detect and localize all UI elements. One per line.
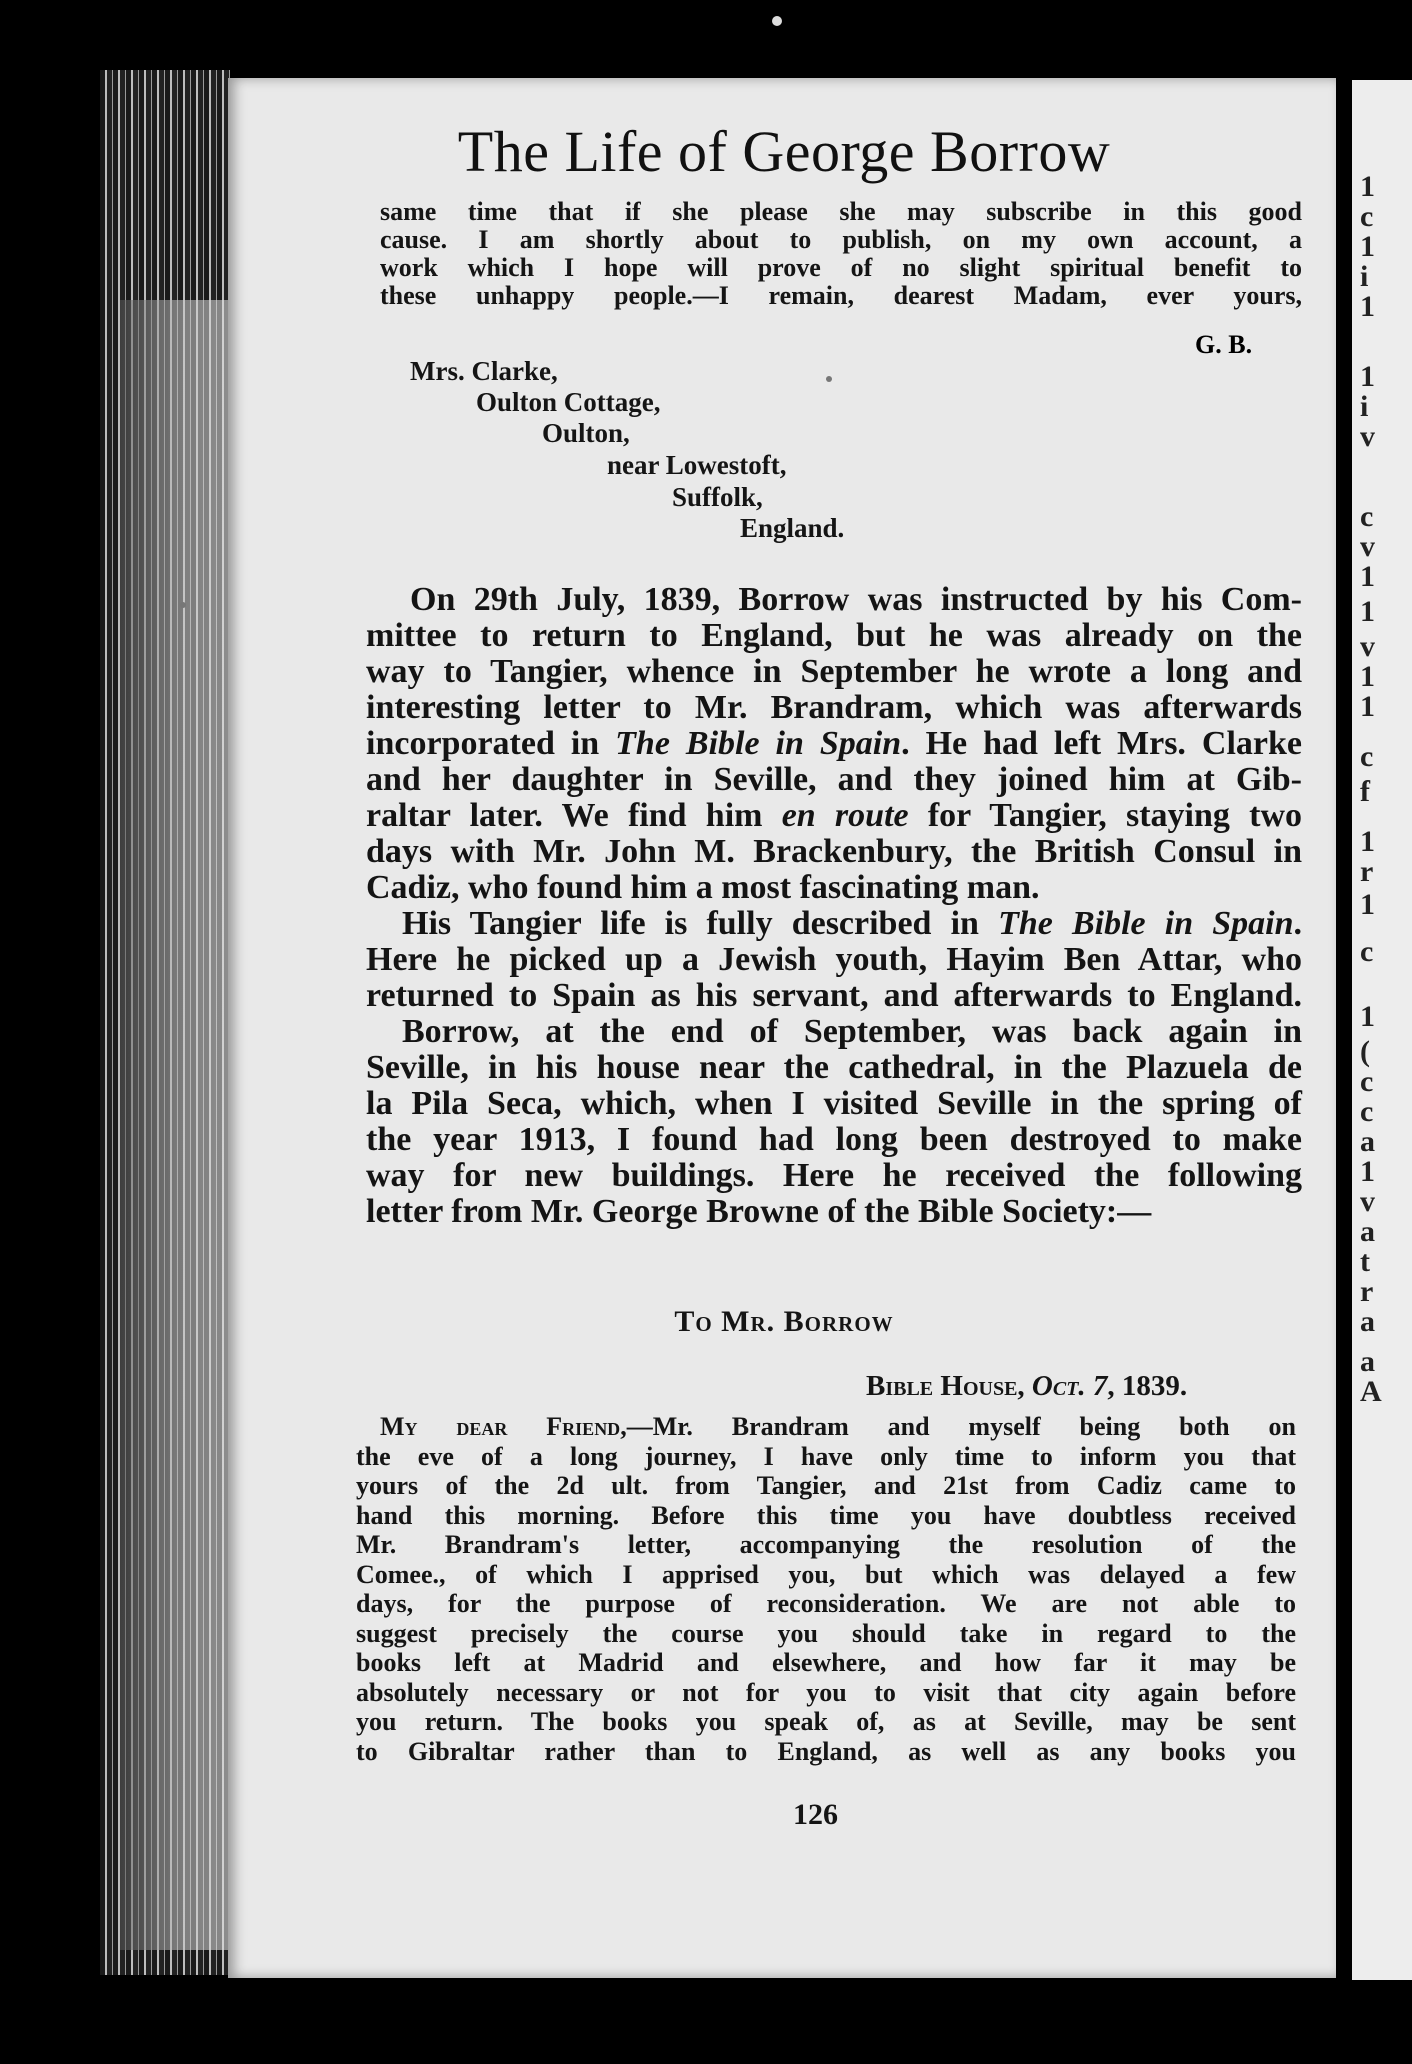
next-page-letter: c bbox=[1360, 1095, 1374, 1128]
next-page-edge bbox=[1352, 80, 1412, 1980]
letter-line: cause. I am shortly about to publish, on my own account, a bbox=[380, 225, 1302, 254]
speck bbox=[180, 602, 186, 608]
next-page-letter: 1 bbox=[1360, 360, 1375, 393]
letter-line: same time that if she please she may subscribe in this good bbox=[380, 197, 1302, 226]
letter-ending bbox=[380, 198, 1302, 310]
letter-line: suggest precisely the course you should take in regard to the bbox=[356, 1618, 1296, 1648]
body-line: letter from Mr. George Browne of the Bible Society:— bbox=[366, 1193, 1152, 1230]
body-line: On 29th July, 1839, Borrow was instructed by his Com- bbox=[410, 581, 1302, 618]
letter-line: yours of the 2d ult. from Tangier, and 21st from Cadiz came to bbox=[356, 1471, 1296, 1500]
next-page-letter: A bbox=[1360, 1375, 1382, 1408]
body-line: incorporated in The Bible in Spain. He had left Mrs. Clarke bbox=[366, 725, 1302, 762]
address-line: England. bbox=[740, 513, 845, 543]
body-line: days with Mr. John M. Brackenbury, the British Consul in bbox=[366, 833, 1302, 870]
letter-line: My dear Friend,—Mr. Brandram and myself being both on bbox=[380, 1412, 1296, 1441]
address-line: Suffolk, bbox=[672, 482, 763, 512]
letter-text bbox=[356, 1412, 1296, 1766]
next-page-letter: 1 bbox=[1360, 230, 1375, 263]
next-page-letter: 1 bbox=[1360, 1155, 1375, 1188]
next-page-letter: 1 bbox=[1360, 825, 1375, 858]
next-page-letter: f bbox=[1360, 775, 1370, 808]
body-line: way to Tangier, whence in September he wrote a long and bbox=[366, 653, 1302, 690]
next-page-letter: c bbox=[1360, 935, 1374, 968]
body-line: Borrow, at the end of September, was back again in bbox=[402, 1013, 1302, 1050]
letter-line: hand this morning. Before this time you have doubtless received bbox=[356, 1500, 1296, 1530]
letter-line: you return. The books you speak of, as at Seville, may be sent bbox=[356, 1707, 1296, 1736]
dateline: Bible House, Oct. 7, 1839. bbox=[866, 1370, 1188, 1402]
next-page-letter: 1 bbox=[1360, 1000, 1375, 1033]
body-text bbox=[366, 582, 1302, 1230]
letter-line: the eve of a long journey, I have only time to inform you that bbox=[356, 1441, 1296, 1471]
body-line: the year 1913, I found had long been destroyed to make bbox=[366, 1121, 1302, 1158]
next-page-letter: v bbox=[1360, 420, 1375, 453]
body-line: and her daughter in Seville, and they joined him at Gib- bbox=[366, 761, 1302, 798]
letter-line: to Gibraltar rather than to England, as well as any books you bbox=[356, 1736, 1296, 1766]
letter-line: these unhappy people.—I remain, dearest Madam, ever yours, bbox=[380, 281, 1302, 310]
next-page-letter: a bbox=[1360, 1345, 1375, 1378]
next-page-letter: a bbox=[1360, 1125, 1375, 1158]
body-line: His Tangier life is fully described in The Bible in Spain. bbox=[402, 905, 1302, 942]
letter-line: days, for the purpose of reconsideration. We are not able to bbox=[356, 1589, 1296, 1618]
address-line: Oulton, bbox=[542, 418, 630, 448]
next-page-letter: i bbox=[1360, 260, 1369, 293]
next-page-letter: v bbox=[1360, 1185, 1375, 1218]
book-edge-shading bbox=[120, 300, 230, 1950]
letter-heading: To Mr. Borrow bbox=[674, 1305, 894, 1338]
body-line: Here he picked up a Jewish youth, Hayim Ben Attar, who bbox=[366, 941, 1302, 978]
address-line: Oulton Cottage, bbox=[476, 387, 661, 417]
body-line: mittee to return to England, but he was already on the bbox=[366, 617, 1302, 654]
body-line: returned to Spain as his servant, and afterwards to England. bbox=[366, 977, 1302, 1014]
top-mark bbox=[772, 16, 782, 26]
signature: G. B. bbox=[1195, 330, 1253, 359]
next-page-letter: c bbox=[1360, 200, 1374, 233]
body-line: Seville, in his house near the cathedral, in the Plazuela de bbox=[366, 1049, 1302, 1086]
next-page-letter: r bbox=[1360, 1275, 1374, 1308]
next-page-letter: i bbox=[1360, 390, 1369, 423]
address-line: near Lowestoft, bbox=[607, 450, 787, 480]
running-head: The Life of George Borrow bbox=[457, 119, 1111, 184]
next-page-letter: c bbox=[1360, 500, 1374, 533]
letter-line: work which I hope will prove of no slight spiritual benefit to bbox=[380, 253, 1302, 282]
page-number: 126 bbox=[793, 1798, 838, 1831]
next-page-letter: v bbox=[1360, 630, 1375, 663]
next-page-letter: c bbox=[1360, 740, 1374, 773]
next-page-letter: 1 bbox=[1360, 290, 1375, 323]
body-line: raltar later. We find him en route for Tangier, staying two bbox=[366, 797, 1302, 834]
address-line: Mrs. Clarke, bbox=[410, 356, 558, 386]
body-line: interesting letter to Mr. Brandram, which was afterwards bbox=[366, 689, 1302, 726]
next-page-letter: t bbox=[1360, 1245, 1370, 1278]
next-page-letter: 1 bbox=[1360, 170, 1375, 203]
body-line: way for new buildings. Here he received the following bbox=[366, 1157, 1302, 1194]
next-page-letter: 1 bbox=[1360, 595, 1375, 628]
next-page-letter: 1 bbox=[1360, 660, 1375, 693]
body-line: la Pila Seca, which, when I visited Seville in the spring of bbox=[366, 1085, 1302, 1122]
letter-line: absolutely necessary or not for you to visit that city again before bbox=[356, 1677, 1296, 1707]
next-page-letter: a bbox=[1360, 1215, 1375, 1248]
next-page-letter: a bbox=[1360, 1305, 1375, 1338]
next-page-letter: c bbox=[1360, 1065, 1374, 1098]
next-page-letter: v bbox=[1360, 530, 1375, 563]
speck bbox=[826, 376, 832, 382]
next-page-letter: r bbox=[1360, 855, 1374, 888]
body-line: Cadiz, who found him a most fascinating man. bbox=[366, 869, 1040, 906]
next-page-letter: 1 bbox=[1360, 690, 1375, 723]
letter-line: Comee., of which I apprised you, but which was delayed a few bbox=[356, 1559, 1296, 1589]
next-page-letter: ( bbox=[1360, 1035, 1370, 1068]
next-page-letter: 1 bbox=[1360, 560, 1375, 593]
letter-line: books left at Madrid and elsewhere, and how far it may be bbox=[356, 1648, 1296, 1677]
letter-line: Mr. Brandram's letter, accompanying the resolution of the bbox=[356, 1530, 1296, 1559]
next-page-letter: 1 bbox=[1360, 888, 1375, 921]
